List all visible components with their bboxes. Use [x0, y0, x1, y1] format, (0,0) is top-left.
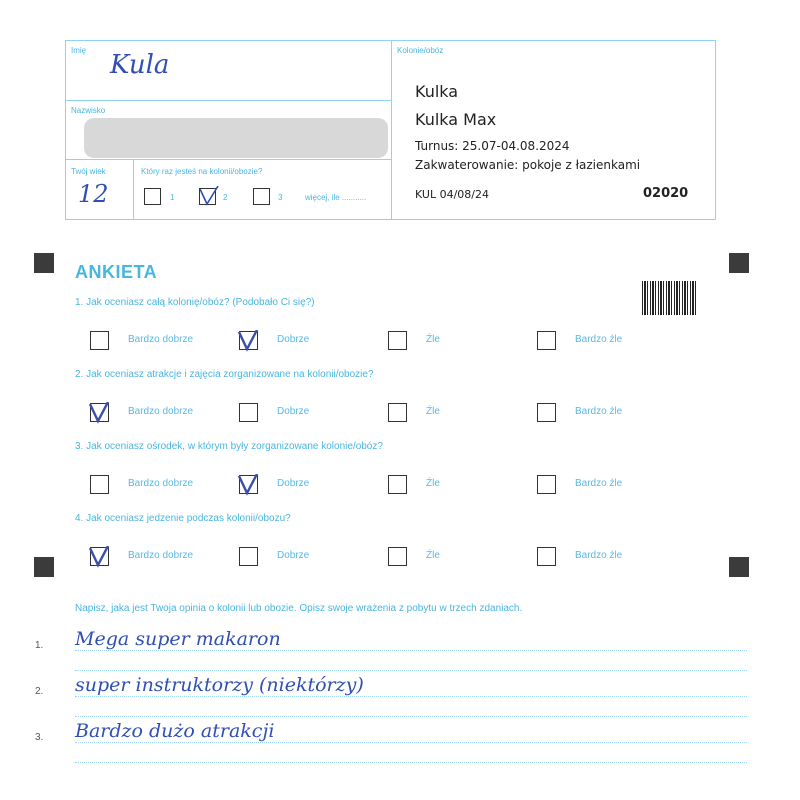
question-3-option-1-label: Bardzo dobrze [128, 478, 194, 489]
question-2-option-4-label: Bardzo źle [575, 406, 623, 417]
opinion-line-text: super instruktorzy (niektórzy) [75, 674, 364, 696]
visit-option-3-checkbox[interactable] [253, 188, 270, 205]
question-3-option-2-label: Dobrze [277, 478, 310, 489]
question-2-option-2-label: Dobrze [277, 406, 310, 417]
dotted-line [75, 742, 747, 743]
dotted-line [75, 716, 747, 717]
question-3-option-3-label: Źle [426, 478, 440, 489]
question-4-option-4-checkbox[interactable] [537, 547, 556, 566]
question-3-option-2-checkbox[interactable] [239, 475, 258, 494]
imie-value: Kula [110, 50, 170, 80]
question-1-option-2-checkbox[interactable] [239, 331, 258, 350]
question-1-option-4-checkbox[interactable] [537, 331, 556, 350]
question-1-option-3-label: Źle [426, 334, 440, 345]
redacted-surname [84, 118, 388, 158]
question-1-option-2-label: Dobrze [277, 334, 310, 345]
check-mark-icon [89, 402, 111, 424]
code-right: 02020 [643, 186, 689, 201]
registration-mark [34, 557, 54, 577]
visit-option-2-checkbox[interactable] [199, 188, 216, 205]
registration-mark [729, 253, 749, 273]
turnus-text: Turnus: 25.07-04.08.2024 [415, 139, 570, 153]
visit-option-1-label: 1 [170, 193, 175, 202]
question-4-option-2-label: Dobrze [277, 550, 310, 561]
wiek-label: Twój wiek [71, 167, 106, 176]
question-3-text: 3. Jak oceniasz ośrodek, w którym były zorganizowane kolonie/obóz? [75, 441, 383, 452]
check-mark-icon [238, 330, 260, 352]
zakwaterowanie-text: Zakwaterowanie: pokoje z łazienkami [415, 158, 641, 172]
question-2-option-2-checkbox[interactable] [239, 403, 258, 422]
question-1-text: 1. Jak oceniasz całą kolonię/obóz? (Podobało Ci się?) [75, 297, 315, 308]
imie-label: Imię [71, 46, 87, 55]
dotted-line [75, 762, 747, 763]
nazwisko-label: Nazwisko [71, 106, 106, 115]
visit-option-1-checkbox[interactable] [144, 188, 161, 205]
visit-option-3-label: 3 [278, 193, 283, 202]
opinion-line-number: 3. [35, 732, 44, 743]
question-1-option-3-checkbox[interactable] [388, 331, 407, 350]
question-4-option-2-checkbox[interactable] [239, 547, 258, 566]
barcode-icon [642, 281, 697, 315]
question-2-option-1-label: Bardzo dobrze [128, 406, 194, 417]
survey-title: ANKIETA [75, 262, 158, 282]
question-3-option-4-label: Bardzo źle [575, 478, 623, 489]
opinion-line-text: Mega super makaron [75, 628, 281, 650]
question-4-option-3-label: Źle [426, 550, 440, 561]
code-left: KUL 04/08/24 [415, 188, 489, 201]
question-4-option-1-checkbox[interactable] [90, 547, 109, 566]
question-4-option-3-checkbox[interactable] [388, 547, 407, 566]
dotted-line [75, 670, 747, 671]
question-1-option-1-checkbox[interactable] [90, 331, 109, 350]
opinion-prompt: Napisz, jaka jest Twoja opinia o kolonii lub obozie. Opisz swoje wrażenia z pobytu w trzech zdaniach. [75, 603, 523, 614]
wiek-value: 12 [78, 180, 109, 208]
check-mark-icon [89, 546, 111, 568]
question-2-text: 2. Jak oceniasz atrakcje i zajęcia zorganizowane na kolonii/obozie? [75, 369, 374, 380]
question-1-option-4-label: Bardzo źle [575, 334, 623, 345]
question-2-option-3-label: Źle [426, 406, 440, 417]
registration-mark [729, 557, 749, 577]
question-3-option-4-checkbox[interactable] [537, 475, 556, 494]
question-2-option-4-checkbox[interactable] [537, 403, 556, 422]
question-4-text: 4. Jak oceniasz jedzenie podczas kolonii/obozu? [75, 513, 291, 524]
question-2-option-3-checkbox[interactable] [388, 403, 407, 422]
dotted-line [75, 650, 747, 651]
question-4-option-1-label: Bardzo dobrze [128, 550, 194, 561]
opinion-line-number: 2. [35, 686, 44, 697]
question-4-option-4-label: Bardzo źle [575, 550, 623, 561]
opinion-line-text: Bardzo dużo atrakcji [75, 720, 275, 742]
question-1-option-1-label: Bardzo dobrze [128, 334, 194, 345]
check-mark-icon [238, 474, 260, 496]
visit-option-more-label: więcej, ile ........... [305, 193, 367, 202]
dotted-line [75, 696, 747, 697]
question-3-option-1-checkbox[interactable] [90, 475, 109, 494]
registration-mark [34, 253, 54, 273]
ktory-raz-label: Który raz jesteś na kolonii/obozie? [141, 167, 263, 176]
camp-subname: Kulka Max [415, 110, 497, 129]
check-mark-icon [198, 186, 220, 208]
kolonie-label: Kolonie/obóz [397, 46, 444, 55]
camp-name: Kulka [415, 82, 459, 101]
question-3-option-3-checkbox[interactable] [388, 475, 407, 494]
question-2-option-1-checkbox[interactable] [90, 403, 109, 422]
opinion-line-number: 1. [35, 640, 44, 651]
visit-option-2-label: 2 [223, 193, 228, 202]
